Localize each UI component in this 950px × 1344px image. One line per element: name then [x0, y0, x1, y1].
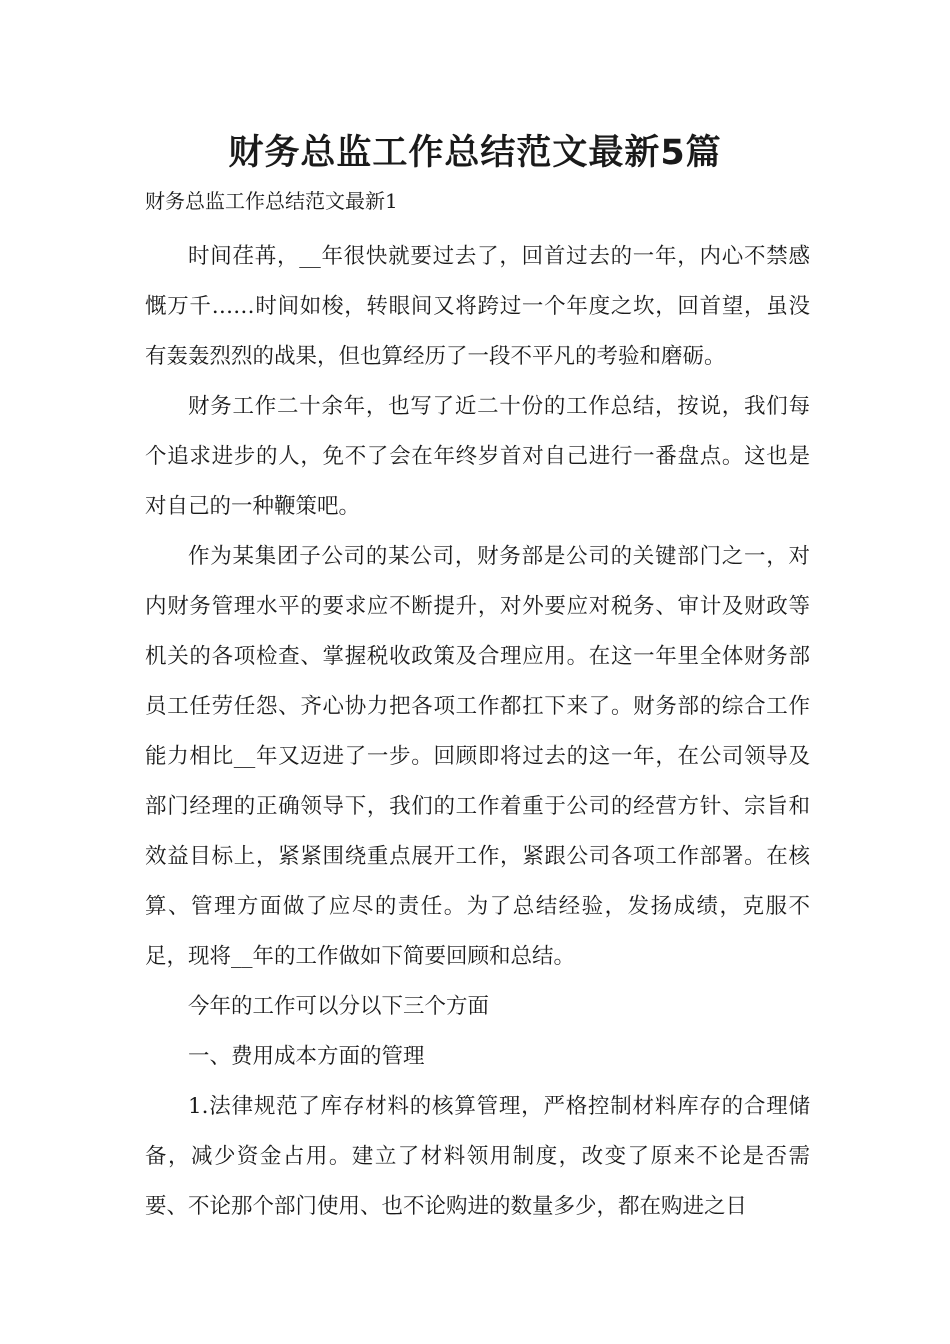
paragraph-1: 时间荏苒，__年很快就要过去了，回首过去的一年，内心不禁感慨万千……时间如梭，转眼间又将跨过一个年度之坎，回首望，虽没有轰轰烈烈的战果，但也算经历了一段不平凡的考验和磨砺。 — [145, 244, 810, 369]
paragraph-5: 1.法律规范了库存材料的核算管理，严格控制材料库存的合理储备，减少资金占用。建立了材料领用制度，改变了原来不论是否需要、不论那个部门使用、也不论购进的数量多少，都在购进之日 — [145, 1094, 810, 1219]
document-body — [145, 232, 810, 1232]
section-heading-1: 一、费用成本方面的管理 — [188, 1044, 425, 1069]
document-title: 财务总监工作总结范文最新5篇 — [228, 133, 722, 173]
paragraph-2: 财务工作二十余年，也写了近二十份的工作总结，按说，我们每个追求进步的人，免不了会在年终岁首对自己进行一番盘点。这也是对自己的一种鞭策吧。 — [145, 394, 810, 519]
section-subtitle: 财务总监工作总结范文最新1 — [145, 189, 398, 213]
paragraph-4: 今年的工作可以分以下三个方面 — [188, 994, 490, 1019]
paragraph-3: 作为某集团子公司的某公司，财务部是公司的关键部门之一，对内财务管理水平的要求应不断提升，对外要应对税务、审计及财政等机关的各项检查、掌握税收政策及合理应用。在这一年里全体财务部员工任劳任怨、齐心协力把各项工作都扛下来了。财务部的综合工作能力相比__年又迈进了一步。回顾即将过去的这一年，在公司领导及部门经理的正确领导下，我们的工作着重于公司的经营方针、宗旨和效益目标上，紧紧围绕重点展开工作，紧跟公司各项工作部署。在核算、管理方面做了应尽的责任。为了总结经验，发扬成绩，克服不足，现将__年的工作做如下简要回顾和总结。 — [145, 544, 810, 969]
